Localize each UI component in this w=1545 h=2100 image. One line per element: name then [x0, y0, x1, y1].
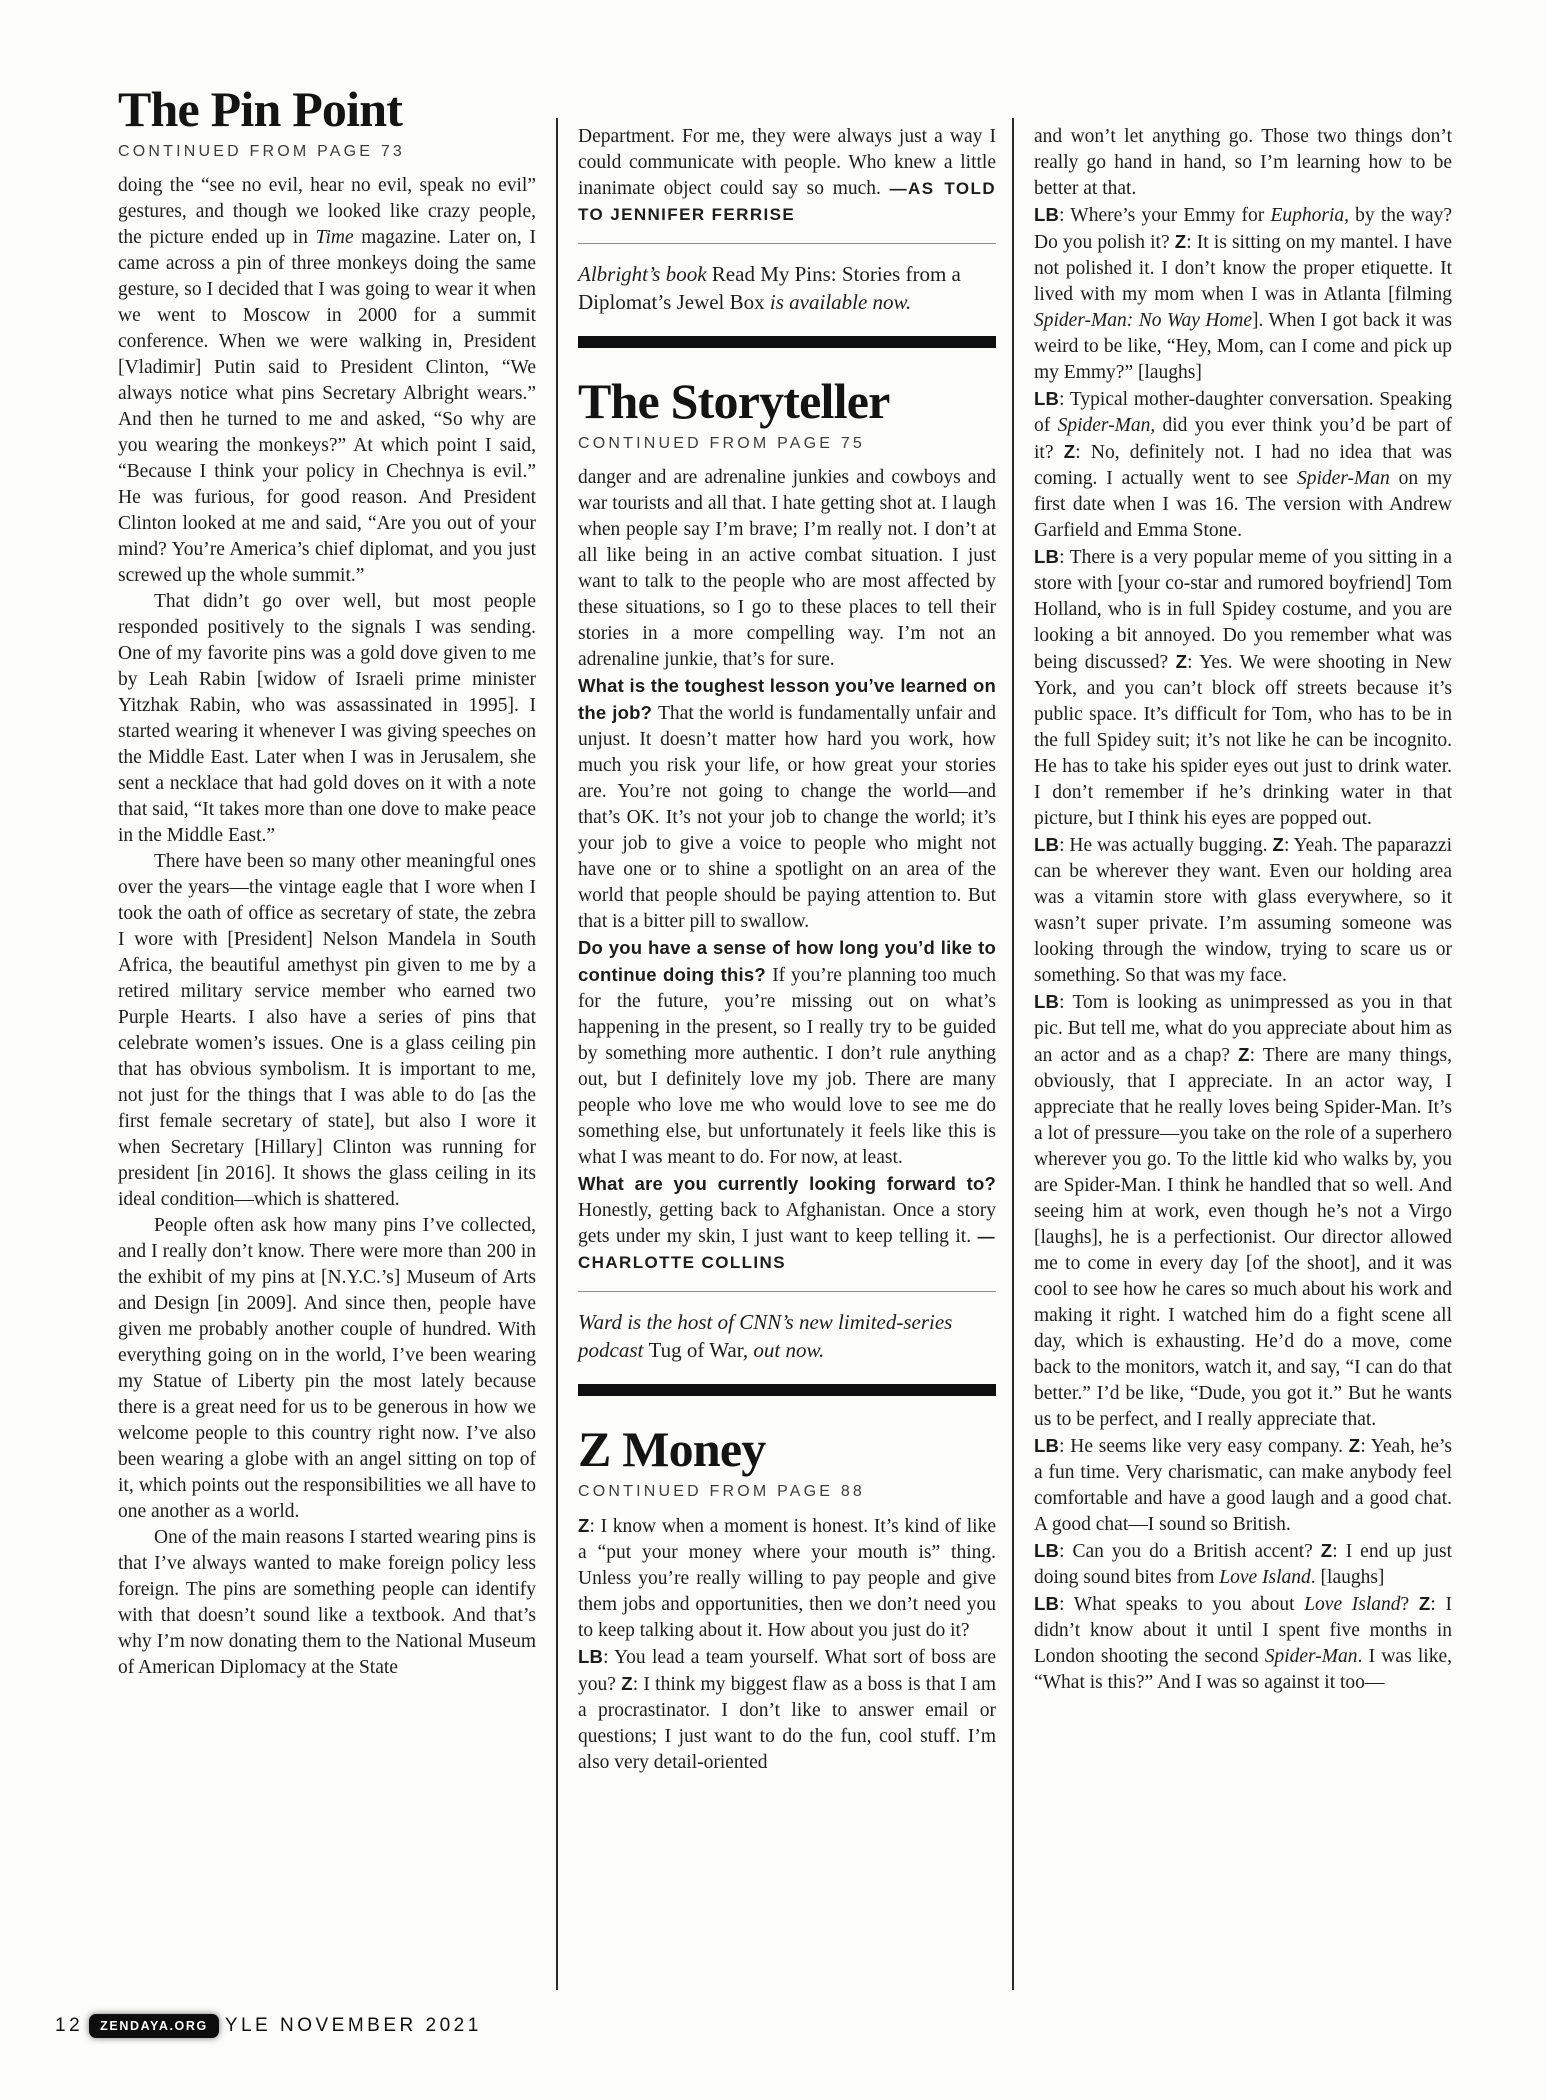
text-segment: : Can you do a British accent? — [1059, 1541, 1321, 1562]
text-segment: and won’t let anything go. Those two things don’t really go hand in hand, so I’m learning how to be better at that. — [1034, 126, 1452, 199]
text-segment: : Yeah, he’s a fun time. Very charismatic, can make anybody feel comfortable and have a good laugh and a good chat. A good chat—I sound so British. — [1034, 1436, 1452, 1535]
column-2 — [578, 124, 996, 1776]
text-segment: Z — [1418, 1593, 1431, 1614]
article-title-z-money: Z Money — [578, 1421, 766, 1477]
text-segment: : It is sitting on my mantel. I have not polished it. I don’t know the proper etiquette. It lived with my mom when I was in Atlanta [filming — [1034, 232, 1452, 305]
text-segment: Spider-Man: No Way Home — [1034, 310, 1252, 331]
text-segment: : You lead a team yourself. What sort of boss are you? — [578, 1647, 996, 1695]
text-segment: : Where’s your Emmy for — [1059, 205, 1271, 226]
text-segment: Z — [621, 1673, 633, 1694]
text-segment: : I end up just doing sound bites from — [1034, 1541, 1452, 1588]
text-segment: People often ask how many pins I’ve collected, and I really don’t know. There were more than 200 in the exhibit of my pins at [N.Y.C.’s] Museum of Arts and Design [in 2009]. And since then, people have given me probably another couple of hundred. With everything going on in the world, I’ve been wearing my Statue of Liberty pin the most lately because there is a great need for us to be generous in how we welcome people to this country right now. I’ve also been wearing a globe with an angel sitting on top of it, which points out the responsibilities we all have to one another as a world. — [118, 1215, 536, 1522]
text-segment: Tug of War, — [648, 1337, 754, 1362]
text-segment: Z — [1348, 1435, 1361, 1456]
article-body-z-money-col2 — [578, 1513, 996, 1776]
text-segment: Z — [1175, 651, 1188, 672]
text-segment: : I know when a moment is honest. It’s kind of like a “put your money where your mouth is” thing. Unless you’re really willing to pay people and give them jobs and opportunities, then we don’t need you to keep talking about it. How about you just do it? — [578, 1516, 996, 1641]
text-segment: : Yeah. The paparazzi can be wherever they want. Even our holding area was a vitamin store with glass everywhere, so it wasn’t super private. I’m assuming someone was looking through the window, trying to scare us or something. So that was my face. — [1034, 835, 1452, 986]
text-segment: : There are many things, obviously, that I appreciate. In an actor way, I appreciate that he really loves being Spider-Man. It’s a lot of pressure—you take on the role of a superhero wherever you go. To the little kid who walks by, you are Spider-Man. I think he handled that so well. And seeing him at work, even though he’s not a Virgo [laughs], he is a perfectionist. Our director allowed me to come in every day [of the shoot], and it was cool to see how he cares so much about his work and making it right. I watched him do a fight scene all day, which is exhausting. He’d do a move, come back to the monitors, watch it, and say, “I can do that better.” I’d be like, “Dude, you got it.” But he wants us to be perfect, and I really appreciate that. — [1034, 1045, 1452, 1430]
text-segment: Z — [578, 1515, 590, 1536]
text-segment: Spider-Man — [1297, 468, 1390, 489]
continued-from-line-pin-point: CONTINUED FROM PAGE 73 — [118, 143, 406, 160]
text-segment: There have been so many other meaningful ones over the years—the vintage eagle that I wore when I took the oath of office as secretary of state, the zebra I wore with [President] Nelson Mandela in South Africa, the beautiful amethyst pin given to me by a retired military service member who earned two Purple Hearts. I also have a series of pins that celebrate women’s issues. One is a glass ceiling pin that has obvious symbolism. It is important to me, not just for the things that I was able to do [as the first female secretary of state], but also I wore it when Secretary [Hillary] Clinton was running for president [in 2016]. It shows the glass ceiling in its ideal condition—which is shattered. — [118, 851, 536, 1210]
text-segment: : He seems like very easy company. — [1059, 1436, 1349, 1457]
text-segment: Read My Pins: Stories from a Diplomat’s Jewel Box — [578, 262, 961, 314]
text-segment: out now. — [753, 1337, 825, 1362]
column-divider-left — [556, 118, 558, 1990]
section-bar — [578, 336, 996, 348]
paragraph — [1034, 989, 1452, 1433]
text-segment: Z — [1238, 1044, 1250, 1065]
text-segment: LB — [1034, 546, 1060, 567]
page-footer — [55, 2014, 482, 2038]
text-segment: One of the main reasons I started wearing pins is that I’ve always wanted to make foreign policy less foreign. The pins are something people can identify with that doesn’t sound like a textbook. And that’s why I’m now donating them to the National Museum of American Diplomacy at the State — [118, 1527, 536, 1678]
text-segment: —AS TOLD TO JENNIFER FERRISE — [578, 179, 996, 224]
text-segment: on my first date when I was 16. The version with Andrew Garfield and Emma Stone. — [1034, 468, 1452, 541]
text-segment: : I didn’t know about it until I spent five months in London shooting the second — [1034, 1594, 1453, 1667]
page-number: 12 — [55, 2015, 84, 2036]
article-body-pin-point-col1 — [118, 173, 536, 1681]
text-segment: doing the “see no evil, hear no evil, speak no evil” gestures, and though we looked like crazy people, the picture ended up in — [118, 175, 536, 248]
column-3 — [1034, 124, 1452, 1696]
article-body-z-money-col3 — [1034, 124, 1452, 1696]
text-segment: : Typical mother-daughter conversation. Speaking of — [1034, 389, 1452, 436]
text-segment: danger and are adrenaline junkies and cowboys and war tourists and all that. I hate getting shot at. I laugh when people say I’m brave; I’m really not. I don’t at all like being in an active combat situation. I just want to talk to the people who are most affected by these situations, so I go to these places to tell their stories in a more compelling way. I’m not an adrenaline junkie, that’s for sure. — [578, 467, 996, 670]
section-rule — [578, 243, 996, 244]
paragraph — [578, 1513, 996, 1644]
text-segment: : I think my biggest flaw as a boss is that I am a procrastinator. I don’t like to answer email or questions; I just want to do the fun, cool stuff. I’m also very detail-oriented — [578, 1674, 996, 1773]
text-segment: Euphoria, — [1270, 205, 1349, 226]
text-segment: : Tom is looking as unimpressed as you in that pic. But tell me, what do you appreciate about him as an actor and as a chap? — [1034, 992, 1452, 1066]
paragraph — [1034, 1433, 1452, 1538]
paragraph — [1034, 1538, 1452, 1591]
paragraph — [578, 1644, 996, 1776]
paragraph — [118, 1213, 536, 1525]
text-segment: : There is a very popular meme of you sitting in a store with [your co-star and rumored boyfriend] Tom Holland, who is in full Spidey costume, and you are looking a bit annoyed. Do you remember what was being discussed? — [1034, 547, 1452, 673]
paragraph — [118, 1525, 536, 1681]
text-segment: : He was actually bugging. — [1059, 835, 1273, 856]
paragraph — [118, 589, 536, 849]
paragraph — [578, 261, 996, 316]
text-segment: LB — [1034, 991, 1060, 1012]
text-segment: Ward is the host of CNN’s new limited-series podcast — [578, 1310, 953, 1362]
text-segment: LB — [578, 1646, 604, 1667]
paragraph — [578, 1309, 996, 1364]
text-segment: ]. When I got back it was weird to be like, “Hey, Mom, can I come and pick up my Emmy?” [laughs] — [1034, 310, 1452, 383]
text-segment: Z — [1272, 834, 1284, 855]
paragraph — [1034, 544, 1452, 832]
text-segment: Do you have a sense of how long you’d like to continue doing this? — [578, 937, 996, 985]
text-segment: Honestly, getting back to Afghanistan. Once a story gets under my skin, I just want to keep telling it. — [578, 1200, 996, 1247]
paragraph — [578, 935, 996, 1171]
text-segment: Z — [1174, 231, 1187, 252]
article-title-storyteller: The Storyteller — [578, 373, 890, 429]
text-segment: Z — [1320, 1540, 1333, 1561]
text-segment: Spider-Man — [1264, 1646, 1358, 1667]
paragraph — [1034, 124, 1452, 202]
text-segment: LB — [1034, 834, 1060, 855]
text-segment: That the world is fundamentally unfair and unjust. It doesn’t matter how hard you work, how much you risk your life, or how great your stories are. You’re not going to change the world—and that’s OK. It’s not your job to change the world; it’s your job to give a voice to people who might not have one or to shine a spotlight on an area of the world that people should be paying attention to. But that is a bitter pill to swallow. — [578, 703, 997, 932]
text-segment: LB — [1034, 388, 1060, 409]
text-segment: . [laughs] — [1310, 1567, 1385, 1588]
text-segment: did you ever think you’d be part of it? — [1034, 415, 1452, 463]
paragraph — [118, 173, 536, 589]
text-segment: magazine. Later on, I came across a pin of three monkeys doing the same gesture, so I decided that I was going to wear it when we went to Moscow in 2000 for a summit conference. When we were walking in, President [Vladimir] Putin said to President Clinton, “We always notice what pins Secretary Albright wears.” And then he turned to me and asked, “So why are you wearing the monkeys?” At which point I said, “Because I think your policy in Chechnya is evil.” He was furious, for good reason. And President Clinton looked at me and said, “Are you out of your mind? You’re America’s chief diplomat, and you just screwed up the whole summit.” — [118, 227, 536, 586]
section-rule — [578, 1291, 996, 1292]
paragraph — [1034, 1591, 1452, 1696]
issue-line: YLE NOVEMBER 2021 — [224, 2015, 482, 2036]
text-segment: Time — [315, 227, 354, 248]
text-segment: If you’re planning too much for the future, you’re missing out on what’s happening in the present, so I really try to be guided by something more authentic. I don’t rule anything out, but I definitely love my job. There are many people who love me who would love to see me do something else, but unfortunately it feels like this is what I was meant to do. For now, at least. — [578, 965, 996, 1168]
text-segment: What are you currently looking forward to? — [578, 1173, 996, 1194]
credit-storyteller — [578, 1309, 996, 1364]
paragraph — [1034, 202, 1452, 386]
continued-from-line-storyteller: CONTINUED FROM PAGE 75 — [578, 435, 866, 452]
text-segment: —CHARLOTTE COLLINS — [578, 1227, 996, 1272]
column-divider-right — [1012, 118, 1014, 1990]
article-body-pin-point-col2 — [578, 124, 996, 228]
text-segment: Z — [1063, 441, 1076, 462]
text-segment: Department. For me, they were always just a way I could communicate with people. Who knew a little inanimate object could say so much. — [578, 126, 996, 199]
text-segment: Albright’s book — [578, 262, 712, 286]
text-segment: LB — [1034, 204, 1060, 225]
paragraph — [118, 849, 536, 1213]
watermark-badge: ZENDAYA.ORG — [89, 2014, 219, 2038]
text-segment: Love Island — [1304, 1594, 1401, 1615]
text-segment: Love Island — [1219, 1567, 1311, 1588]
paragraph — [578, 1171, 996, 1276]
text-segment: : What speaks to you about — [1059, 1594, 1305, 1615]
paragraph — [1034, 386, 1452, 544]
text-segment: : Yes. We were shooting in New York, and you can’t block off streets because it’s public space. It’s difficult for Tom, who has to be in the full Spidey suit; it’s not like he can be incognito. He has to take his spider eyes out just to drink water. I don’t remember if he’s drinking water in that picture, but I think his eyes are popped out. — [1034, 652, 1452, 829]
text-segment: : No, definitely not. I had no idea that was coming. I actually went to see — [1034, 442, 1452, 489]
text-segment: LB — [1034, 1540, 1060, 1561]
column-1 — [118, 81, 536, 1681]
section-bar — [578, 1384, 996, 1396]
article-body-storyteller — [578, 465, 996, 1276]
article-title-pin-point: The Pin Point — [118, 81, 403, 137]
text-segment: LB — [1034, 1593, 1060, 1614]
paragraph — [578, 465, 996, 673]
continued-from-line-z-money: CONTINUED FROM PAGE 88 — [578, 1483, 866, 1500]
text-segment: Spider-Man, — [1057, 415, 1156, 436]
paragraph — [578, 673, 996, 935]
paragraph — [578, 124, 996, 228]
text-segment: ? — [1400, 1594, 1419, 1615]
paragraph — [1034, 832, 1452, 989]
text-segment: What is the toughest lesson you’ve learned on the job? — [578, 675, 996, 723]
credit-pin-point — [578, 261, 996, 316]
text-segment: LB — [1034, 1435, 1060, 1456]
text-segment: by the way? Do you polish it? — [1034, 205, 1452, 253]
text-segment: That didn’t go over well, but most people responded positively to the signals I was sending. One of my favorite pins was a gold dove given to me by Leah Rabin [widow of Israeli prime minister Yitzhak Rabin, who was assassinated in 1995]. I started wearing it whenever I was giving speeches on the Middle East. Later when I was in Jerusalem, she sent a necklace that had gold doves on it with a note that said, “It takes more than one dove to make peace in the Middle East.” — [118, 591, 536, 846]
text-segment: is available now. — [769, 289, 912, 314]
text-segment: . I was like, “What is this?” And I was so against it too— — [1034, 1646, 1452, 1693]
